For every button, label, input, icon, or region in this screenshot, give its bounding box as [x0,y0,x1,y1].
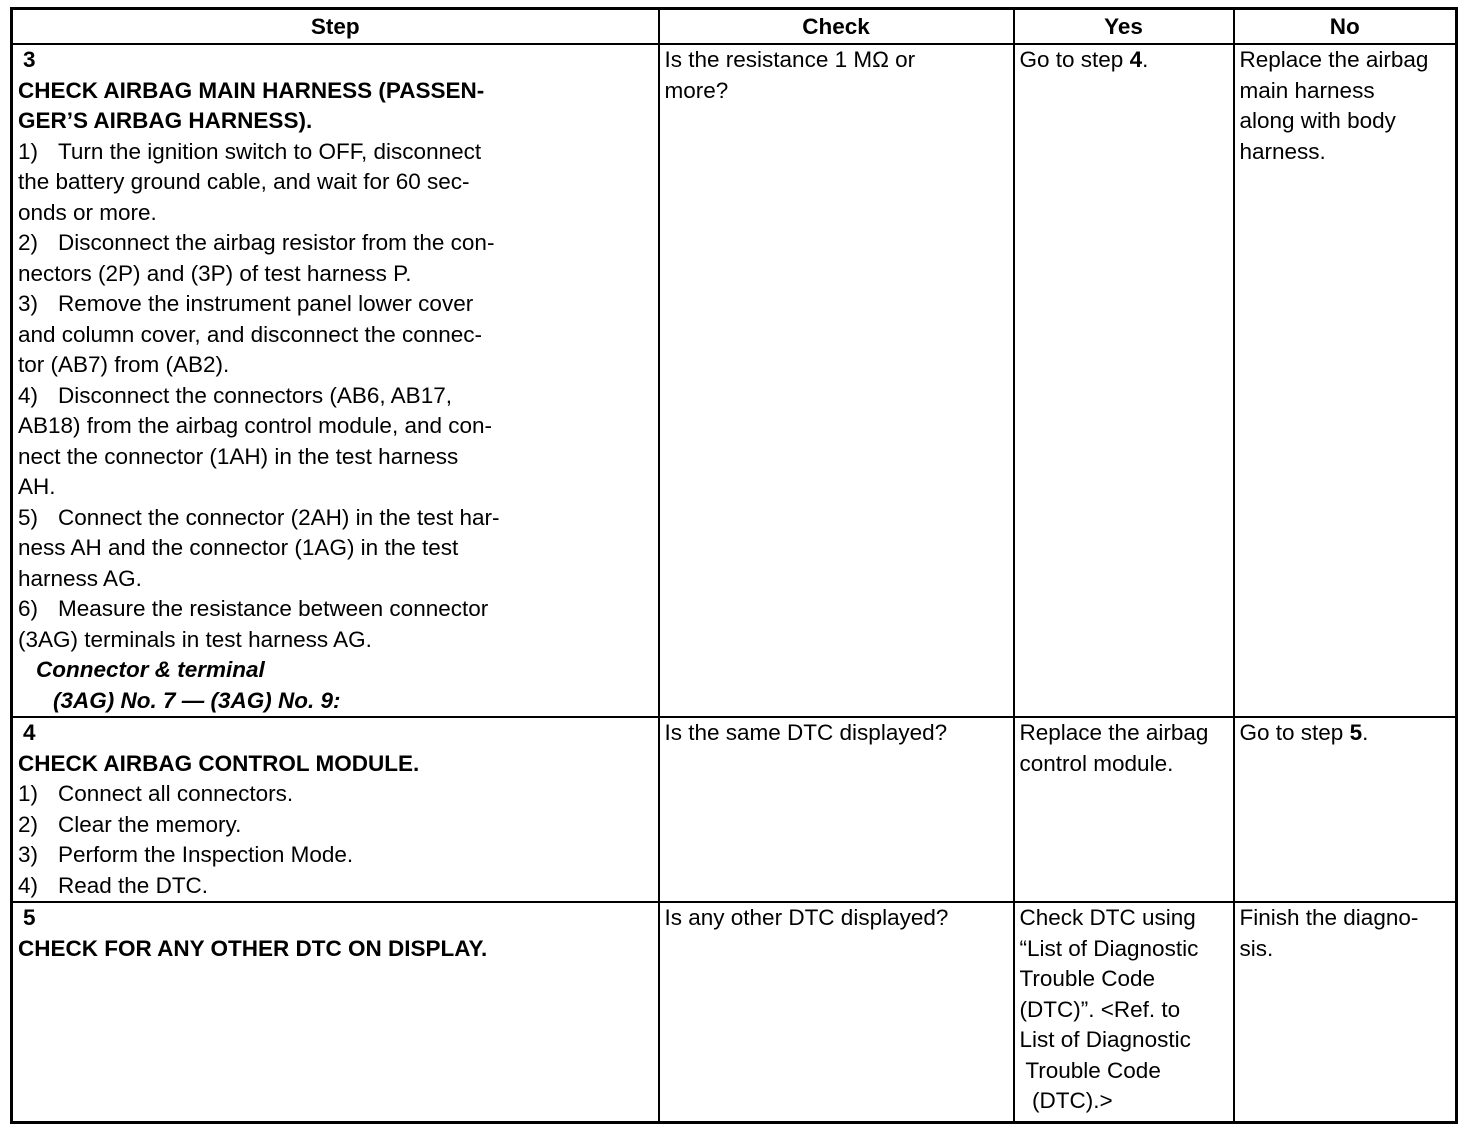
no-text: Replace the airbag [1239,47,1429,72]
header-no: No [1234,9,1457,45]
step-cell [12,902,659,1123]
instruction-item [18,503,538,595]
instruction-text: Clear the memory. [58,811,242,837]
instruction-number: 4) [18,872,39,898]
no-text [1240,718,1452,749]
check-cell [659,717,1014,902]
yes-step-ref: 4 [1129,47,1143,72]
instruction-text: Disconnect the connectors (AB6, AB17, [58,382,452,408]
instruction-item [18,228,538,289]
no-text: along with body [1239,108,1396,133]
instruction-text: Remove the instrument panel lower cover [58,291,474,316]
yes-text: Check DTC using [1019,905,1196,930]
step-body [18,76,538,717]
step-title-line: CHECK AIRBAG MAIN HARNESS (PASSEN- [18,77,485,103]
no-step-ref: 5 [1349,720,1363,745]
table-row [12,902,1457,1123]
instruction-item [18,840,538,871]
check-cell [659,44,1014,717]
instruction-number: 2) [18,811,39,837]
instruction-text: harness AG. [18,565,142,591]
yes-cell [1014,44,1234,717]
instruction-text: Turn the ignition switch to OFF, disconnect [58,138,482,164]
instruction-text: Perform the Inspection Mode. [58,842,354,867]
header-yes: Yes [1014,9,1234,45]
instruction-text: Connect all connectors. [58,781,294,806]
no-suffix: . [1362,720,1369,745]
instruction-text: Disconnect the airbag resistor from the con- [58,230,495,255]
instruction-item [18,137,538,229]
instruction-text: and column cover, and disconnect the connec- [18,321,483,347]
spec-label: Connector & terminal [36,657,265,682]
no-text: sis. [1239,935,1274,961]
no-prefix: Go to step [1239,720,1350,745]
step-title: CHECK AIRBAG CONTROL MODULE. [18,750,420,776]
instruction-item [18,381,538,503]
yes-suffix: . [1142,47,1149,72]
yes-text: “List of Diagnostic [1019,935,1199,961]
instruction-number: 5) [18,504,39,530]
step-number: 3 [23,47,36,72]
yes-text: List of Diagnostic [1019,1027,1191,1052]
check-text: more? [664,77,729,103]
instruction-text: Measure the resistance between connector [58,596,489,621]
step-body [18,934,538,965]
instruction-number: 2) [18,230,39,255]
yes-text: (DTC).> [1019,1088,1113,1113]
instruction-number: 6) [18,596,39,621]
no-cell [1234,44,1457,717]
no-text: main harness [1239,77,1375,103]
step-number: 5 [23,905,36,930]
instruction-text: onds or more. [18,199,157,225]
instruction-number: 3) [18,842,39,867]
yes-cell [1014,902,1234,1123]
check-cell [659,902,1014,1123]
step-title [18,76,538,137]
step-title-line: GER’S AIRBAG HARNESS). [18,108,313,133]
yes-text: control module. [1019,750,1174,776]
instruction-item [18,810,538,841]
instruction-item [18,594,538,655]
instruction-text: nect the connector (1AH) in the test harness [18,443,459,469]
instruction-text: Read the DTC. [58,872,209,898]
instruction-text: tor (AB7) from (AB2). [18,352,230,377]
no-cell [1234,717,1457,902]
instruction-number: 1) [18,781,39,806]
yes-text: Trouble Code [1019,966,1155,991]
step-body [18,749,538,902]
diagnostic-table [10,7,1458,1124]
yes-text: (DTC)”. <Ref. to [1019,996,1181,1022]
table-header-row [12,9,1457,45]
yes-text: Replace the airbag [1019,720,1209,745]
table-row [12,44,1457,717]
no-text: Finish the diagno- [1239,905,1419,930]
instruction-text: ness AH and the connector (1AG) in the test [18,535,459,560]
instruction-number: 4) [18,382,39,408]
check-text: Is any other DTC displayed? [664,905,949,930]
header-step: Step [12,9,659,45]
check-text: Is the same DTC displayed? [664,720,948,745]
instruction-number: 1) [18,138,39,164]
instruction-text: (3AG) terminals in test harness AG. [18,626,372,652]
instruction-item [18,289,538,381]
instruction-text: Connect the connector (2AH) in the test har- [58,504,500,530]
instruction-text: the battery ground cable, and wait for 60 sec- [18,169,470,194]
yes-text: Trouble Code [1019,1057,1161,1083]
yes-cell [1014,717,1234,902]
table-row [12,717,1457,902]
no-cell [1234,902,1457,1123]
instruction-item [18,779,538,810]
step-number: 4 [23,720,36,745]
instruction-text: nectors (2P) and (3P) of test harness P. [18,260,412,286]
check-text: Is the resistance 1 MΩ or [664,47,916,72]
instruction-number: 3) [18,291,39,316]
instruction-text: AH. [18,474,56,499]
yes-prefix: Go to step [1019,47,1130,72]
instruction-item [18,871,538,902]
yes-text [1020,45,1229,76]
instruction-text: AB18) from the airbag control module, and con- [18,413,493,438]
header-check: Check [659,9,1014,45]
step-cell [12,717,659,902]
step-title: CHECK FOR ANY OTHER DTC ON DISPLAY. [18,935,488,961]
spec-value: (3AG) No. 7 — (3AG) No. 9: [53,687,341,713]
step-cell [12,44,659,717]
no-text: harness. [1239,138,1326,164]
